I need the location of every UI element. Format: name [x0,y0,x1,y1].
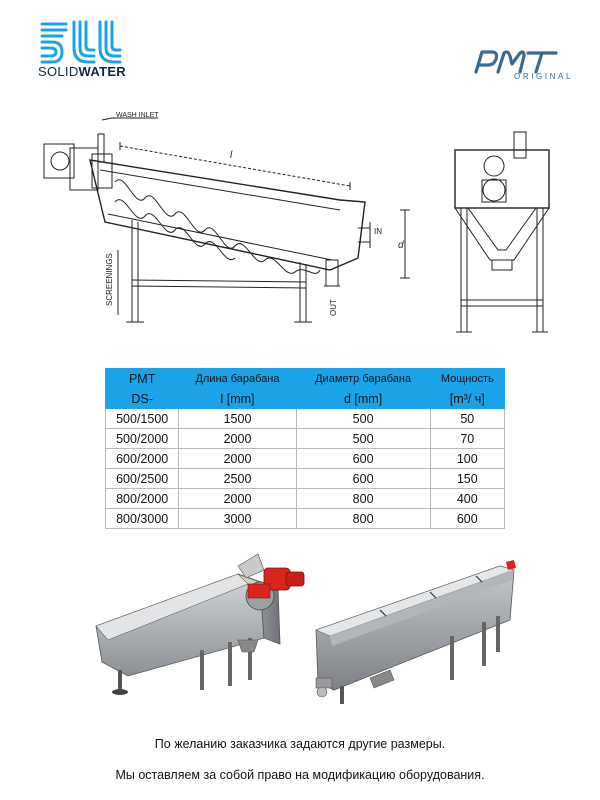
header-diameter-unit: d [mm] [296,389,430,409]
header-drum-diameter: Диаметр барабана [296,369,430,389]
table-row [106,469,505,489]
header-length-unit: l [mm] [179,389,296,409]
cell-diameter: 800 [296,509,430,529]
cell-capacity: 400 [430,489,504,509]
table-row [106,449,505,469]
table-row [106,509,505,529]
brand-solid: SOLID [38,64,79,79]
cell-model: 600/2500 [106,469,179,489]
product-photo-rear [300,560,540,710]
cell-model: 800/3000 [106,509,179,529]
header-capacity-unit: [m³/ ч] [430,389,504,409]
table-header-row [106,389,505,409]
cell-diameter: 500 [296,429,430,449]
cell-capacity: 600 [430,509,504,529]
diameter-label: d [398,240,404,251]
header-drum-length: Длина барабана [179,369,296,389]
header-model: PMT [106,369,179,389]
product-photo-front [88,548,328,698]
brand-water: WATER [78,64,126,79]
cell-length: 1500 [179,409,296,429]
cell-model: 600/2000 [106,449,179,469]
table-row [106,429,505,449]
out-label: OUT [329,299,338,316]
cell-length: 2000 [179,489,296,509]
spec-table [105,368,505,529]
cell-length: 2000 [179,429,296,449]
cell-model: 800/2000 [106,489,179,509]
footer-note-sizes: По желанию заказчика задаются другие размеры. [154,737,446,751]
cell-diameter: 600 [296,449,430,469]
solidwater-wordmark [38,64,126,79]
footer-note-modification: Мы оставляем за собой право на модификацию оборудования. [115,768,485,782]
cell-diameter: 800 [296,489,430,509]
cell-capacity: 50 [430,409,504,429]
cell-length: 2000 [179,449,296,469]
pmt-subtitle: ORIGINAL [514,72,574,81]
table-row [106,489,505,509]
wash-inlet-label: WASH INLET [116,112,159,119]
cell-capacity: 150 [430,469,504,489]
cell-capacity: 100 [430,449,504,469]
technical-drawing [20,110,585,360]
cell-diameter: 500 [296,409,430,429]
header-capacity: Мощность [430,369,504,389]
cell-model: 500/1500 [106,409,179,429]
table-header-row [106,369,505,389]
cell-capacity: 70 [430,429,504,449]
cell-model: 500/2000 [106,429,179,449]
cell-diameter: 600 [296,469,430,489]
header-model-prefix: DS- [106,389,179,409]
length-label: l [230,150,233,161]
in-label: IN [374,227,382,236]
cell-length: 3000 [179,509,296,529]
cell-length: 2500 [179,469,296,489]
table-row [106,409,505,429]
screenings-label: SCREENINGS [105,253,114,306]
